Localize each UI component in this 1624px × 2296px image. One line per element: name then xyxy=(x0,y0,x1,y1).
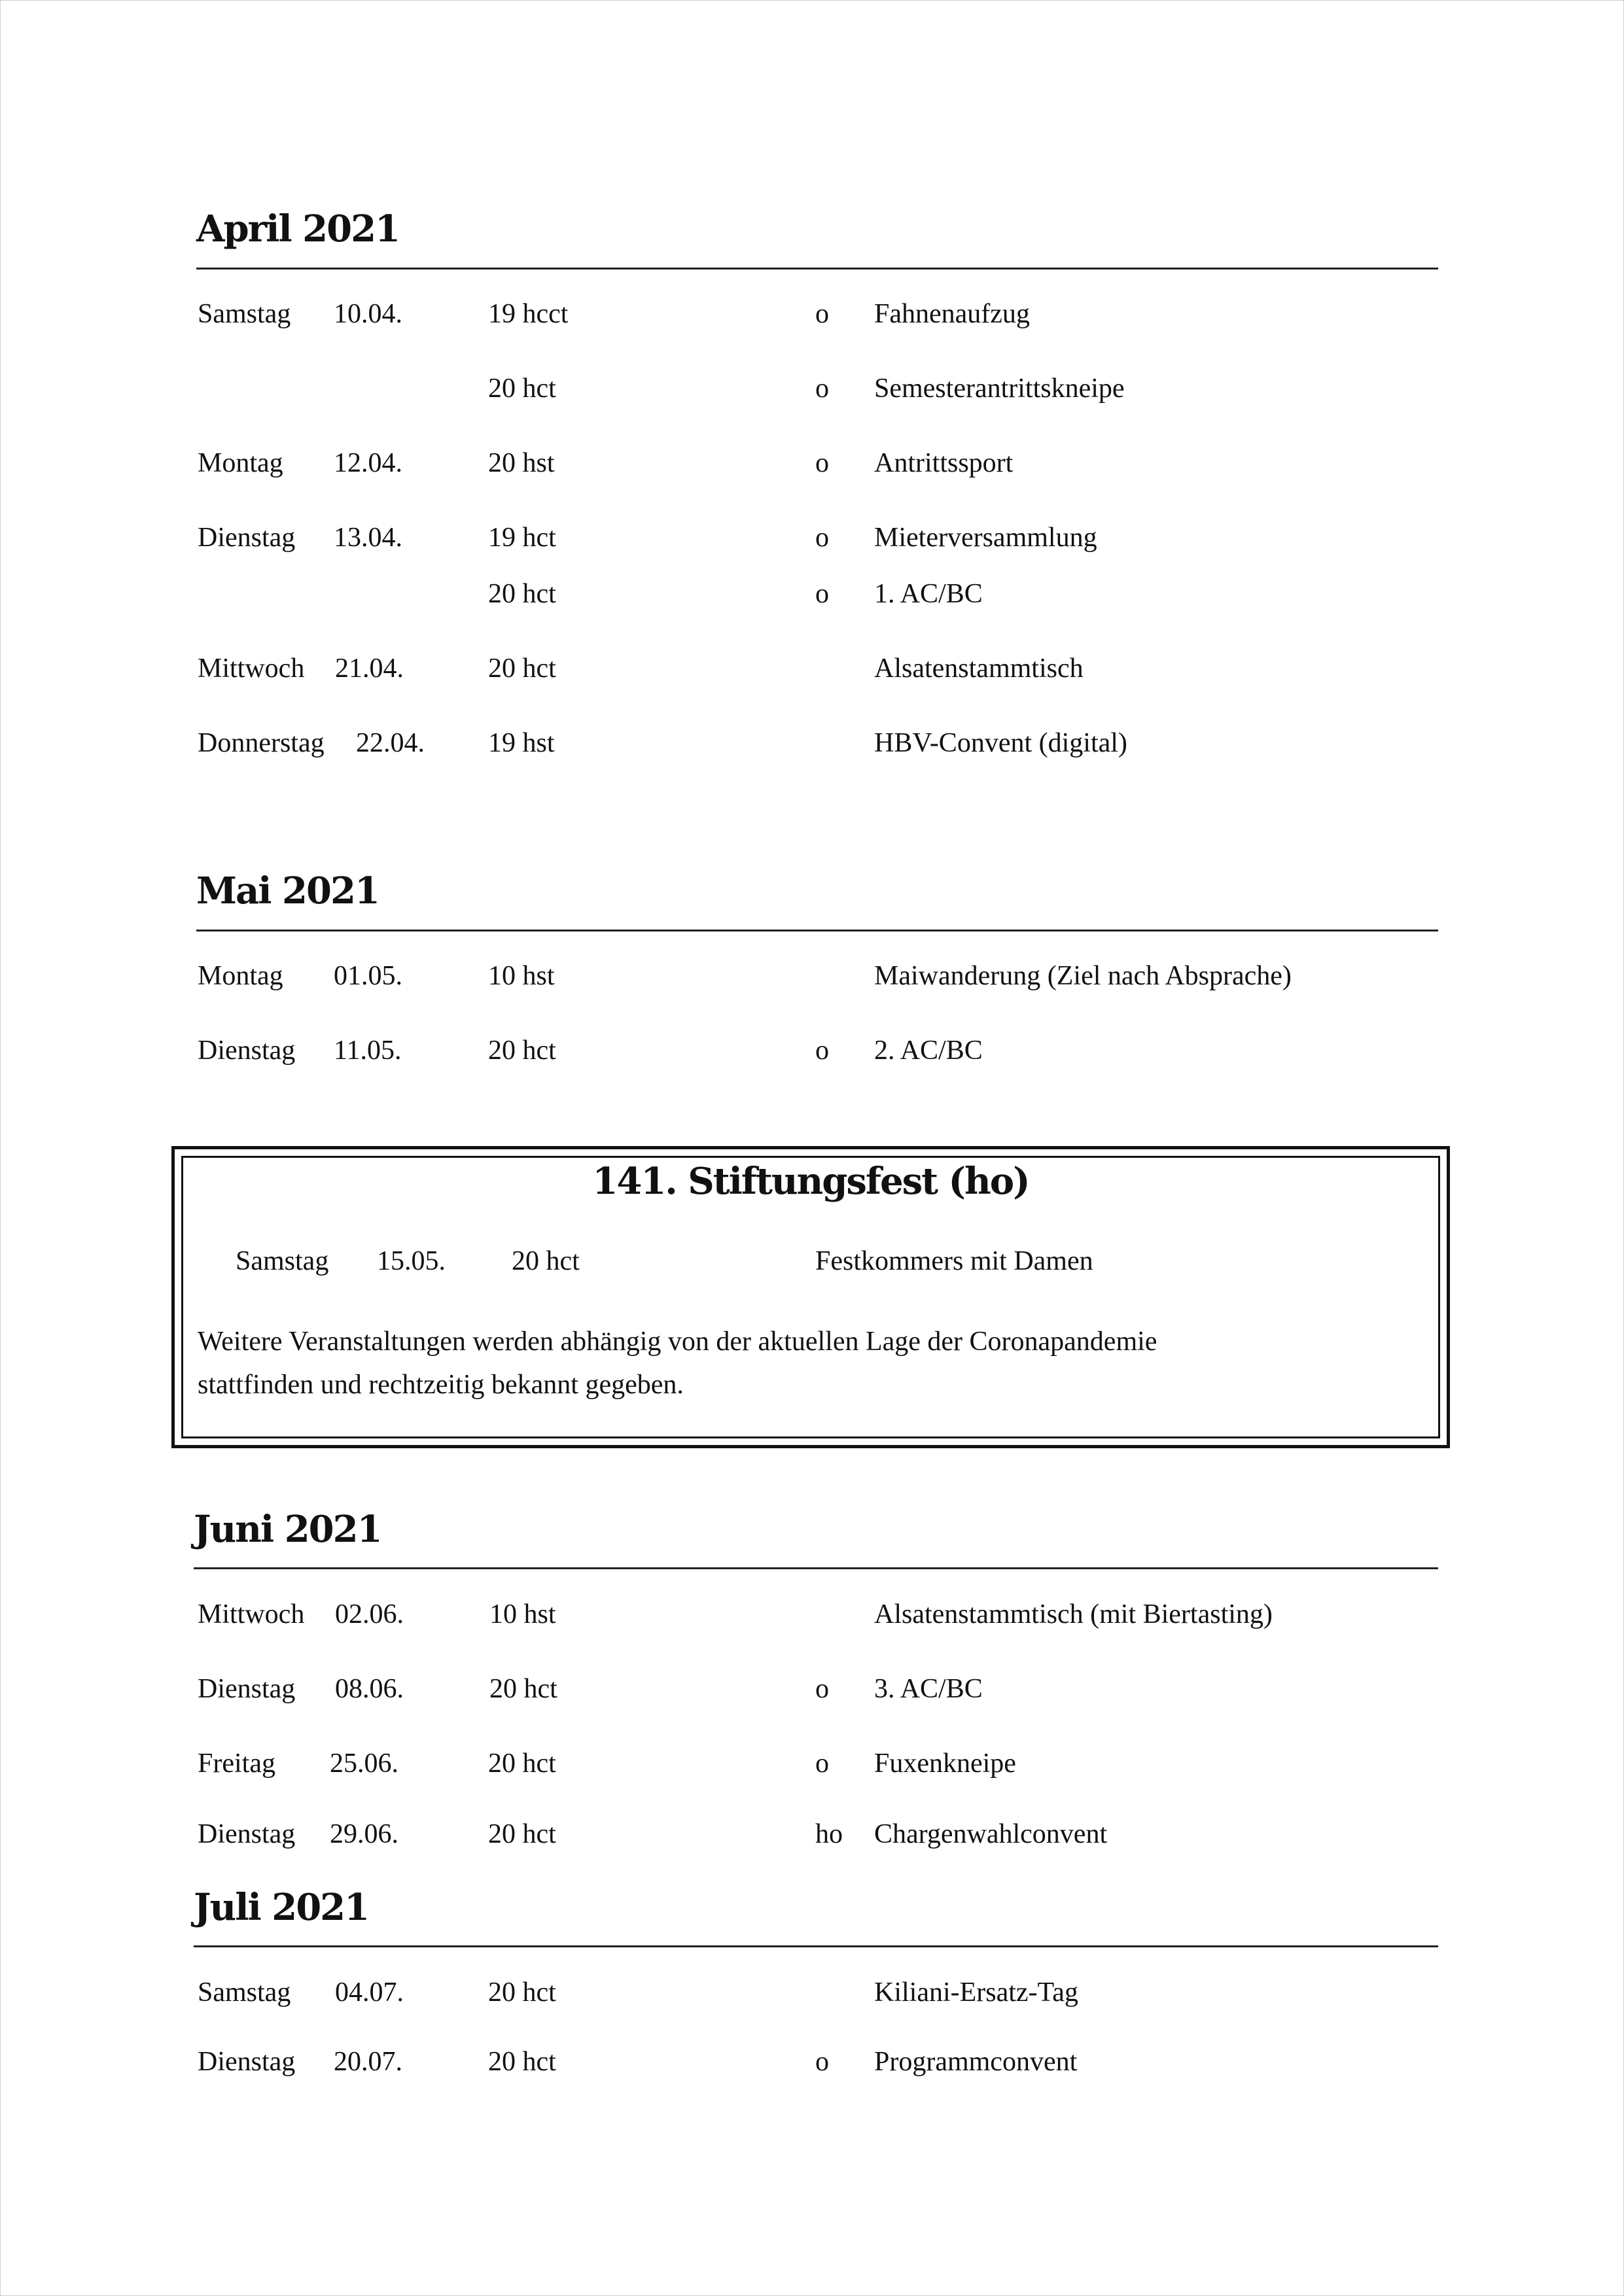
event-time: 20 hct xyxy=(488,1748,556,1779)
event-time: 20 hct xyxy=(488,579,556,609)
event-time: 19 hct xyxy=(488,523,556,553)
event-row xyxy=(0,574,1624,614)
event-date: 12.04. xyxy=(334,448,402,478)
month-rule-juni xyxy=(194,1567,1438,1569)
event-row xyxy=(0,956,1624,996)
event-title: Semesterantrittskneipe xyxy=(874,374,1125,404)
event-time: 20 hct xyxy=(488,2047,556,2077)
event-time: 19 hst xyxy=(488,728,555,758)
event-mark: ho xyxy=(815,1819,843,1849)
stiftungsfest-note xyxy=(198,1320,1428,1406)
event-date: 10.04. xyxy=(334,299,402,329)
event-row xyxy=(0,369,1624,408)
event-date: 22.04. xyxy=(356,728,425,758)
event-day: Dienstag xyxy=(198,523,296,553)
event-row xyxy=(0,649,1624,688)
event-mark: o xyxy=(815,374,829,404)
month-rule-mai xyxy=(196,930,1438,931)
event-date: 08.06. xyxy=(335,1674,404,1704)
event-date: 13.04. xyxy=(334,523,402,553)
event-time: 20 hct xyxy=(512,1246,580,1276)
event-title: Fahnenaufzug xyxy=(874,299,1030,329)
event-mark: o xyxy=(815,1674,829,1704)
event-day: Dienstag xyxy=(198,1035,296,1066)
event-row xyxy=(0,1595,1624,1634)
event-title: Alsatenstammtisch xyxy=(874,653,1084,684)
month-heading-juli: Juli 2021 xyxy=(194,1886,369,1929)
event-day: Donnerstag xyxy=(198,728,325,758)
event-day: Mittwoch xyxy=(198,653,305,684)
event-day: Dienstag xyxy=(198,2047,296,2077)
stiftungsfest-title: 141. Stiftungsfest (ho) xyxy=(592,1160,1029,1203)
event-mark: o xyxy=(815,448,829,478)
event-row xyxy=(0,1815,1624,1854)
event-time: 20 hct xyxy=(489,1674,557,1704)
month-rule-april xyxy=(196,268,1438,270)
event-date: 04.07. xyxy=(335,1977,404,2008)
event-time: 20 hct xyxy=(488,653,556,684)
event-title: Maiwanderung (Ziel nach Absprache) xyxy=(874,961,1292,991)
event-day: Montag xyxy=(198,448,283,478)
event-date: 21.04. xyxy=(335,653,404,684)
event-mark: o xyxy=(815,2047,829,2077)
event-time: 10 hst xyxy=(488,961,555,991)
event-day: Freitag xyxy=(198,1748,275,1779)
event-mark: o xyxy=(815,523,829,553)
event-row xyxy=(0,2042,1624,2081)
event-day: Dienstag xyxy=(198,1674,296,1704)
event-title: 2. AC/BC xyxy=(874,1035,983,1066)
event-mark: o xyxy=(815,1748,829,1779)
event-row xyxy=(0,518,1624,557)
event-row xyxy=(0,1744,1624,1783)
event-time: 20 hct xyxy=(488,1819,556,1849)
event-row xyxy=(0,1973,1624,2012)
event-mark: o xyxy=(815,299,829,329)
event-title: 3. AC/BC xyxy=(874,1674,983,1704)
event-row xyxy=(0,1031,1624,1070)
event-day: Samstag xyxy=(236,1246,329,1276)
event-title: 1. AC/BC xyxy=(874,579,983,609)
month-rule-juli xyxy=(194,1945,1438,1947)
month-heading-mai: Mai 2021 xyxy=(196,869,379,913)
event-title: Alsatenstammtisch (mit Biertasting) xyxy=(874,1599,1273,1629)
event-title: Fuxenkneipe xyxy=(874,1748,1016,1779)
note-line-2: stattfinden und rechtzeitig bekannt gegeben. xyxy=(198,1370,684,1400)
event-date: 15.05. xyxy=(377,1246,446,1276)
event-date: 11.05. xyxy=(334,1035,402,1066)
event-time: 10 hst xyxy=(489,1599,556,1629)
event-row xyxy=(0,723,1624,763)
event-date: 02.06. xyxy=(335,1599,404,1629)
event-day: Samstag xyxy=(198,1977,291,2008)
event-date: 20.07. xyxy=(334,2047,402,2077)
event-date: 01.05. xyxy=(334,961,402,991)
event-day: Montag xyxy=(198,961,283,991)
event-title: Kiliani-Ersatz-Tag xyxy=(874,1977,1078,2008)
event-mark: o xyxy=(815,579,829,609)
event-time: 20 hct xyxy=(488,374,556,404)
event-title: HBV-Convent (digital) xyxy=(874,728,1127,758)
event-title: Chargenwahlconvent xyxy=(874,1819,1108,1849)
month-heading-april: April 2021 xyxy=(196,207,400,251)
event-date: 29.06. xyxy=(330,1819,398,1849)
event-row xyxy=(0,294,1624,334)
event-title: Antrittssport xyxy=(874,448,1014,478)
event-time: 19 hcct xyxy=(488,299,569,329)
event-mark: o xyxy=(815,1035,829,1066)
event-title: Festkommers mit Damen xyxy=(815,1246,1093,1276)
month-heading-juni: Juni 2021 xyxy=(194,1508,381,1551)
event-title: Programmconvent xyxy=(874,2047,1078,2077)
event-date: 25.06. xyxy=(330,1748,398,1779)
event-row xyxy=(0,1669,1624,1709)
stiftungsfest-row xyxy=(0,1242,1624,1281)
event-time: 20 hct xyxy=(488,1977,556,2008)
event-day: Samstag xyxy=(198,299,291,329)
event-time: 20 hst xyxy=(488,448,555,478)
event-day: Mittwoch xyxy=(198,1599,305,1629)
event-day: Dienstag xyxy=(198,1819,296,1849)
event-row xyxy=(0,444,1624,483)
event-title: Mieterversammlung xyxy=(874,523,1097,553)
note-line-1: Weitere Veranstaltungen werden abhängig von der aktuellen Lage der Coronapandemie xyxy=(198,1327,1157,1357)
event-time: 20 hct xyxy=(488,1035,556,1066)
